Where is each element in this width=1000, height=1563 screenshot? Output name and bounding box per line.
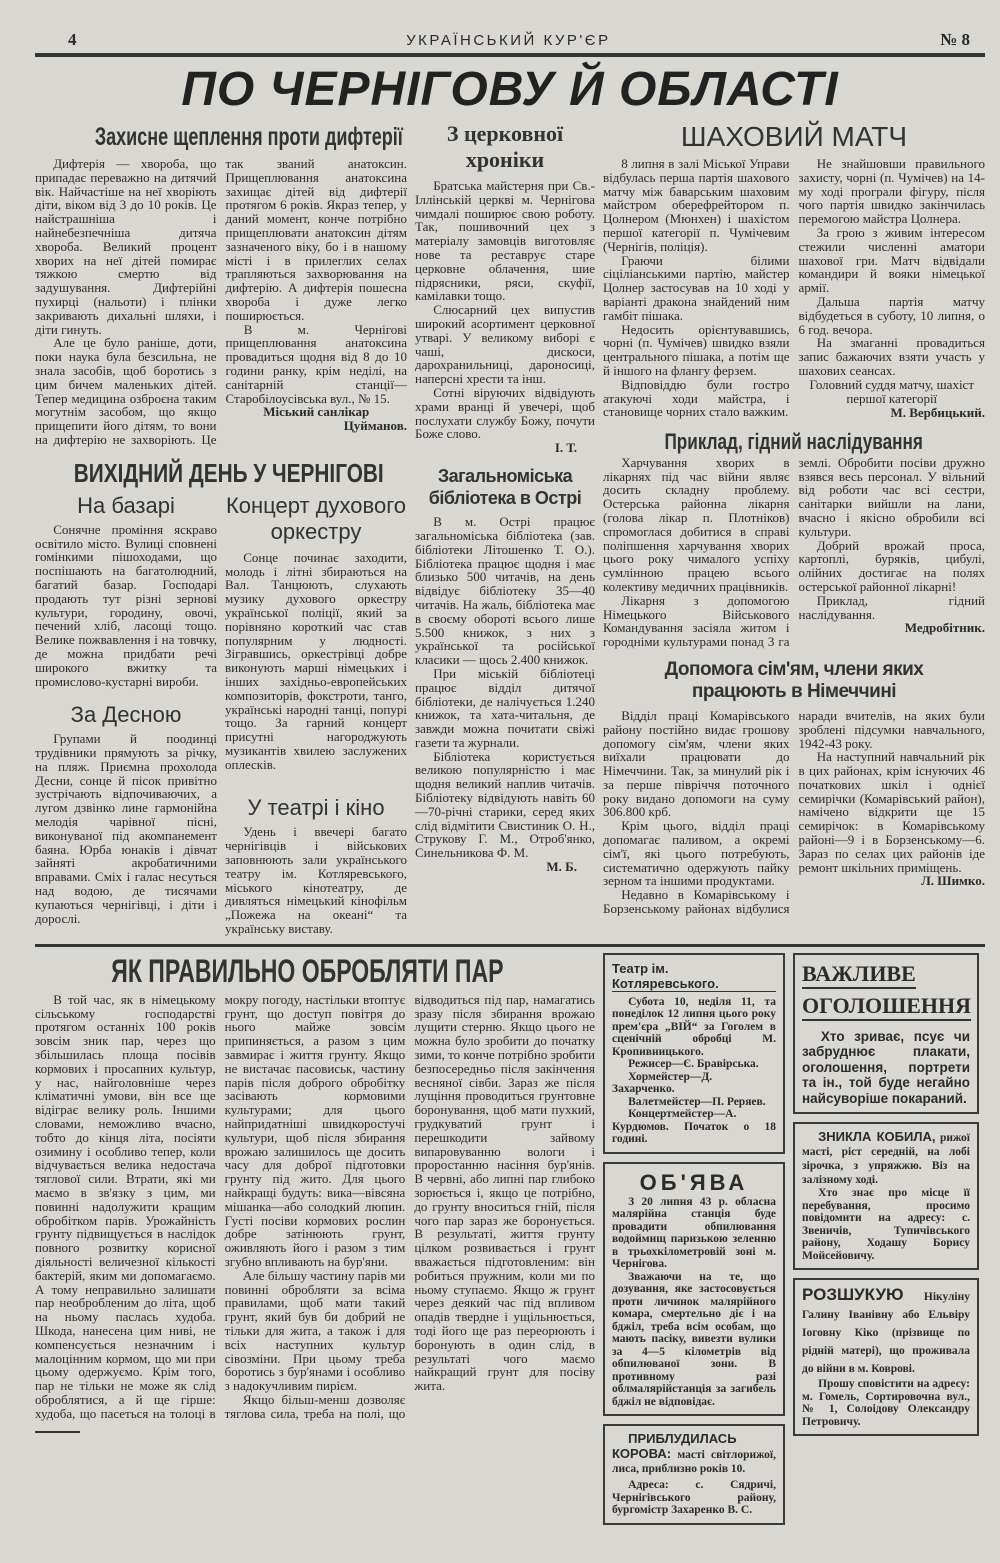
example-title [603, 428, 985, 456]
paragraph: Харчування хворих в лікарнях під час війни являє досить складну проблему. Остерська районна лікарня (голова лікар п. Плотніков) спромоглася добитися в справі поліпшення харчування хворих цього року чималого успіху сумлінною працею всього колективу медичних працівників. [603, 454, 790, 594]
mare-ad-text [802, 1130, 970, 1187]
paragraph: Режисер—Є. Бравірська. [628, 1058, 759, 1071]
section-rule [35, 944, 985, 947]
help-signature: Л. Шимко. [921, 873, 985, 889]
fallow-title [35, 952, 504, 989]
paragraph: Групами й поодинці трудівники прямують за річку, на пляж. Приємна прохолода Десни, сонце й пісок привітно зустрічають відпочиваючих, а лугом дзвінко лине гармонійна мелодія чарівної пісні, виконуваної під акомпанемент баяна. Юрба юнаків і дівчат зайняті акробатичними вправами. Сміх і галас несуться над водою, де тисячами купаються чернігівці, і діти і дорослі. [35, 731, 217, 926]
fallow-body [35, 993, 595, 1421]
page-number: 4 [68, 30, 77, 49]
cow-ad-text [612, 1432, 776, 1476]
diphtheria-signature-name: Цуйманов. [343, 418, 407, 434]
paragraph: З 20 липня 43 р. обласна малярійна станція буде провадити обпилювання водоймищ паризькою зеленню в трьохкілометровій зоні м. Чернігова. [612, 1195, 776, 1271]
paragraph: Крім цього, відділ праці допомагає паливом, а окремі сім'ї, які цього потребують, систематично одержують пайку зерном та іншими продуктами. [603, 818, 790, 889]
example-title-text: Приклад, гідний наслідування [664, 428, 924, 454]
paragraph: Граючи білими сіціліанськими партію, майстер Цолнер застосував на 10 ході у варіанті дракона знайдений ним гамбіт пішака. [603, 252, 790, 323]
paragraph: При міській бібліотеці працює відділ дитячої бібліотеки, де налічується 1.240 книжок, та хата-читальня, де завжди можна почитати свіжі газети та журнали. [415, 665, 595, 750]
bazaar-body [35, 523, 217, 689]
mare-ad-contact: Хто знає про місце її перебування, просимо повідомити на адресу: с. Звеничів, Тупичівського району, Ходашу Борису Мойсейовичу. [802, 1187, 970, 1262]
cow-ad-description: масті світлорижої, лиса, приблизно років 10. [612, 1449, 777, 1476]
paragraph: Добрий врожай проса, картоплі, буряків, цибулі, олійних достигає на полях остерської районної лікарні! [798, 537, 985, 594]
masthead-rule [35, 53, 985, 57]
paragraph: В м. Чернігові прищеплювання анатоксина провадиться щодня від 8 до 10 години ранку, крім неділі, на санітарній станції—Старобілоусівська вул., № 15. [225, 321, 407, 406]
church-title: З церковної хроніки [446, 121, 564, 172]
library-signature: М. Б. [546, 859, 577, 875]
paragraph: Сонячне проміння яскраво освітило місто. Вулиці сповнені гомінкими пішоходами, що поспішають на багатолюдний, багатий базар. Господарі продають тут різні зернові культури, городину, овочі, печений хліб, ласощі тощо. Велике пожвавлення і на товчку, де можна придбати речі широкого вжитку та промислово-кустарні вироби. [35, 521, 217, 689]
bazaar-title: На базарі [77, 492, 175, 518]
diphtheria-title-text: Захисне щеплення проти дифтерії [94, 123, 403, 151]
newspaper-name: УКРАЇНСЬКИЙ КУР'ЄР [406, 32, 611, 49]
right-block [603, 121, 985, 916]
search-ad-lead: РОЗШУКУЮ [802, 1285, 904, 1305]
cow-ad-address: Адреса: с. Сядричі, Чернігівського району, бургомістр Захаренко В. С. [612, 1479, 776, 1517]
search-ad-contact: Прошу сповістити на адресу: м. Гомель, Сортировочна вул., № 1, Солоідову Олександру Петровичу. [802, 1378, 970, 1428]
theatre-ad-body [612, 996, 776, 1146]
paragraph: Недосить орієнтувавшись, чорні (п. Чумічев) швидко взяли центрального пішака, а потім ще й іншого на флангу ферзем. [603, 321, 790, 378]
paragraph: За грою з живим інтересом стежили численні аматори шахової гри. Матч відвідали командири й вояки німецької армії. [798, 224, 985, 296]
notice-body [612, 1196, 776, 1409]
paragraph: Слюсарний цех випустив широкий асортимент церковної утварі. У великому виборі є чаші, дискоси, дарохранильниці, дароносиці, наперсні хрести та інш. [415, 302, 595, 387]
paragraph: Сотні віруючих відвідують храми вранці й увечері, щоб послухати службу Божу, почути Боже слово. [415, 384, 595, 442]
help-title: Допомога сім'ям, члени яких працюють в Німеччині [664, 658, 924, 702]
fallow-title-text: ЯК ПРАВИЛЬНО ОБРОБЛЯТИ ПАР [111, 952, 504, 989]
dayoff-title [35, 457, 407, 489]
desna-body [35, 732, 217, 925]
footer-mark [35, 1431, 80, 1433]
paragraph: Але більшу частину парів ми повинні обробляти за всіма правилами, щоб мати такий грунт, який був би добрий не тільки для жита, а також і для всіх наступних культур сівозміни. При цьому треба боротись з бур'янами і особливо з надокучливим пирієм. [224, 1267, 406, 1394]
paragraph: Відповіддю були гостро атакуючі ходи майстра, і становище чорних стало важким. [603, 376, 790, 420]
fallow-article [35, 953, 595, 1433]
masthead [35, 30, 985, 50]
paragraph: Дальша партія матчу відбудеться в суботу, 10 липня, о 6 год. вечора. [798, 293, 985, 337]
paragraph: Валетмейстер—П. Реряев. [628, 1095, 766, 1108]
theatre-ad [603, 953, 785, 1154]
dayoff-column-a [35, 489, 217, 926]
paragraph: В м. Острі працює загальноміська бібліотека (зав. бібліотеки Літошенко Т. О.). Бібліотека працює щодня і має близько 500 читачів, на день відвідує бібліотеку 35—40 читачів. На жаль, бібліотека має в своєму обороті всього лише 5.500 книжок, з них з української та російської класики — щось 2.400 книжок. [415, 514, 595, 668]
library-body [415, 515, 595, 860]
important-text: Хто зриває, псує чи забруднює плакати, оголошення, портрети та ін., той буде негайно найсуворіше покараний. [802, 1028, 970, 1106]
paragraph: Удень і ввечері багато чернігівців і військових заповнюють зали українського театру ім. Котляревського, міського кінотеатру, де дивляться німецький кінофільм „Пожежа на океані“ та українську виставу. [225, 824, 407, 937]
search-ad-description: Нікуліну Галину Іванівну або Ельвіру Іоговну Кіко (прізвище по рідній матері), що проживала до війни в м. Коврові. [802, 1291, 970, 1376]
example-signature: Медробітник. [904, 620, 985, 636]
paragraph: Концертмейстер—А. Курдюмов. Початок о 18 годині. [612, 1108, 776, 1146]
section-title: ПО ЧЕРНІГОВУ Й ОБЛАСТІ [181, 63, 839, 116]
chess-body [603, 157, 985, 420]
paragraph: Відділ праці Комарівського району постійно видає грошову допомогу сім'ям, члени яких виїхали працювати до Німеччини. Так, за минулий рік і за перше півріччя поточного року видано допомоги на суму 306.800 крб. [603, 707, 790, 820]
paragraph: Субота 10, неділя 11, та понеділок 12 липня цього року прем'єра „ВІЙ“ за Гоголем в сценічній обробці М. Кропивницького. [612, 995, 776, 1058]
important-title-1: ВАЖЛИВЕ [802, 961, 916, 989]
chess-title: ШАХОВИЙ МАТЧ [680, 121, 908, 152]
issue-number: № 8 [940, 30, 970, 49]
column-church-library [415, 121, 595, 874]
ads-column-2 [793, 953, 979, 1445]
example-body [603, 456, 985, 649]
diphtheria-title [35, 121, 407, 153]
concert-body [225, 551, 407, 772]
notice-ad [603, 1162, 785, 1417]
paragraph: В той час, як в німецькому сільському господарстві протягом останніх 100 років зовсім зник пар, через що збільшилась площа посівів кормових і просапних культур, у нас, найголовніше через кліматичні умови, він все ще відіграє велику роль. Іншими словами, неможливо вчасно, тобто до кінця літа, посіяти озимину і особливо тепер, коли відчувається велика недостача тяглової сили. Втрати, які ми маємо в зв'язку з цим, ми повинні надолужити кращим обробітком парів. Урожайність грунту підвищується в наслідок повного розвитку корисної діяльності величезної кількості бактерій, яким ми допомагаємо. А тому неправильно залишати пар необробленим до літа, щоб на ньому паслась худоба. Шкода, нанесена цим ниві, не компенсується незначним і малоцінним кормом, що ми при цьому одержуємо. Крім того, пар не тільки не може як слід оброблятися, а й ще гірше: худоба, що пасеться на толоці в мокру погоду, настільки втоптує грунт, що доступ повітря до нього майже зовсім припиняється, а разом з цим завмирає і життя грунту. Якщо не вистачає пасовиськ, частину парів після доброго обробітку засівають кормовими культурами; для цього найпридатніші швидкоростучі культури, щоб після збирання врожаю залишилось ще досить часу для доброї підготовки грунту під жито. Для цього найкращі будуть: вика—вівсяна мішанка—або солодкий люпин. Густі посіви кормових рослин добре затінюють грунт, оживляють його і разом з тим згубно впливають на бур'яни. [35, 991, 406, 1421]
paragraph: Братська майстерня при Св.-Іллінській церкві м. Чернігова чимдалі поширює свою роботу. Так, пошивочний цех з матеріалу замовців виготовляє нове та реставрує старе церковне облачення, шие підрясники, ряси, скуфії, камілавки тощо. [415, 178, 595, 304]
paragraph: Бібліотека користується великою популярністю і має щодня великий наплив читачів. Бібліотеку відвідують навіть 60—70-річні старики, серед яких слід відмітити Свистиник О. Н., Струкову Г. М., Отроб'янко, Синельникова Ф. М. [415, 748, 595, 861]
paragraph: Зважаючи на те, що дозування, яке застосовується проти личинок малярійного комара, смертельно діє і на бджіл, треба всім особам, що мають пасіку, вивезти вулики за 4—5 кілометрів від обпилюваної зони. В противному разі облмалярійстанція за загибель бджіл не відповідає. [612, 1270, 776, 1408]
chess-signature-name: М. Вербицький. [890, 404, 985, 420]
diphtheria-signature-role: Міський санлікар [263, 404, 370, 420]
search-ad [793, 1278, 979, 1436]
paragraph: 8 липня в залі Міської Управи відбулась перша партія шахового матчу між баварським шаховим майстром оберефрейтором п. Цолнером (Мюнхен) і шахістом першої категорії п. Чумічевим (Чернігів, поліція). [603, 156, 790, 254]
left-block [35, 121, 407, 936]
ads-column-1 [603, 953, 785, 1533]
paragraph: Лікарня з допомогою Німецького Військового Командування засіяла житом і городніми культурами понад 3 га землі. Обробити посіви дружно взявся весь персонал. У вільний від роботи час всі сестри, санітарки вийшли на лани, вчасно і якісно обробили всі культури. [603, 454, 985, 650]
paragraph: Недавно в Комарівському і Борзенському районах відбулися наради вчителів, на яких були зроблені підсумки навчального, 1942-43 року. [603, 707, 985, 917]
theatre-ad-title [612, 961, 776, 992]
paragraph: Хормейстер—Д. Захарченко. [612, 1070, 713, 1096]
paragraph: Не знайшовши правильного захисту, чорні (п. Чумічев) на 14-му ході програли фігуру, після чого партія швидко закінчилась перемогою майстра Цолнера. [798, 156, 985, 227]
top-section [35, 121, 985, 936]
theatre-body [225, 825, 407, 935]
dayoff-title-text: ВИХІДНИЙ ДЕНЬ У ЧЕРНІГОВІ [73, 457, 384, 488]
concert-title: Концерт духового оркестру [225, 492, 406, 544]
dayoff-column-b [225, 489, 407, 936]
mare-ad-description: рижої масті, ріст середній, на лобі зірочка, з упряжжю. Віз на залізному ході. [802, 1132, 970, 1187]
bottom-section [35, 953, 985, 1533]
church-signature: І. Т. [554, 440, 577, 456]
theatre-title: У театрі і кіно [247, 795, 385, 821]
search-ad-text [802, 1286, 970, 1378]
cow-ad-lead: ПРИБЛУДИЛАСЬ КОРОВА: [612, 1431, 737, 1462]
desna-title: За Десною [70, 702, 182, 728]
chess-signature-role: Головний суддя матчу, шахіст першої категорії [809, 376, 975, 406]
important-title-2: ОГОЛОШЕННЯ [802, 993, 971, 1021]
paragraph: Якщо більш-менш дозволяє тяглова сила, треба на полі, що відводиться під пар, намагатись зразу після збирання врожаю лущити стерню. Якщо цього не можна було зробити до початку зими, то конче потрібно зробити безпосередньо після закінчення весняної сівби. Зараз же після лущіння проводиться грунтовне боронування, щоб мати пухкий, грудкуватий грунт і перешкодити зайвому випаровуванню вологи і проростанню насіння бур'янів. В червні, або липні пар глибоко зорюється і, якщо це потрібно, до грунту вноситься гній, після чого пар зараз же боронується. В результаті, життя грунту цілком розвивається і грунт вважається підготовленим: він робиться пружним, коли ми по ньому ступаємо. Якщо ж грунт через деякий час під впливом опадів твердне і ущільнюється, тоді його ще раз переорюють і боронують в один слід, в результаті чого маємо найкращий грунт для посіву жита. [224, 991, 595, 1421]
important-notice [793, 953, 979, 1115]
theatre-ad-title-text: Театр ім. Котляревського. [612, 960, 719, 991]
library-title: Загальноміська бібліотека в Острі [428, 466, 582, 509]
help-body [603, 709, 985, 916]
diphtheria-body [35, 157, 407, 447]
church-body [415, 179, 595, 441]
paragraph: Але це було раніше, доти, поки наука була безсильна, не знала засобів, щоб боротись з цим бичем маленьких дітей. Тепер медицина озброєна таким могутнім засобом, що якщо прищепити його дітям, то вони на дифтерію не захворіють. Це так званий анатоксин. Прищеплювання анатоксина захищає дітей від дифтерії протягом 6 років. Якраз тепер, у даний момент, конче потрібно прищеплювати анатоксин дітям зазначеного віку, бо і в нашому місті і в прилеглих селах трапляються захворювання на дифтерію. А дифтерія пошесна хвороба і дуже легко поширюється. [35, 156, 407, 447]
cow-ad [603, 1424, 785, 1525]
paragraph: Дифтерія — хвороба, що припадає переважно на дитячий вік. Найчастіше на неї хворіють діти, віком від 3 до 10 років. Це найстрашніша і найнебезпечніша дитяча хвороба. Великий процент хворих на неї дітей помирає тяжкою смертю від задушування. Дифтерійні пухирці (нальоти) і плінки закривають дихальні шляхи, і діти гинуть. [35, 156, 217, 337]
mare-ad-lead: ЗНИКЛА КОБИЛА, [818, 1129, 936, 1145]
paragraph: На змаганні провадиться запис бажаючих взяти участь у шахових сеансах. [798, 335, 985, 378]
dayoff-columns [35, 489, 407, 936]
paragraph: На наступний навчальний рік в цих районах, крім існуючих 46 початкових шкіл і однієї семирічки (Комарівський район), намічено відкрити ще 15 семирічок: в Комарівському районі—9 і в Борзенському—6. Зараз по селах цих районів іде ремонт шкільних приміщень. [798, 749, 985, 875]
notice-title: ОБ'ЯВА [639, 1169, 749, 1195]
mare-ad [793, 1122, 979, 1270]
paragraph: Приклад, гідний наслідування. [798, 592, 985, 622]
paragraph: Сонце починає заходити, молодь і літні збираються на Вал. Танцюють, слухають музику духового оркестру української поліції, який за порівняно короткий час став популярним у людності. Зігравшись, оркестрівці добре виконують марші німецьких і інших західньо-европейських композиторів, фокстроти, танго, українські народні танці, попурі тощо. За гарний концерт присутні нагороджують музикантів хвилею заслужених оплесків. [225, 549, 407, 772]
